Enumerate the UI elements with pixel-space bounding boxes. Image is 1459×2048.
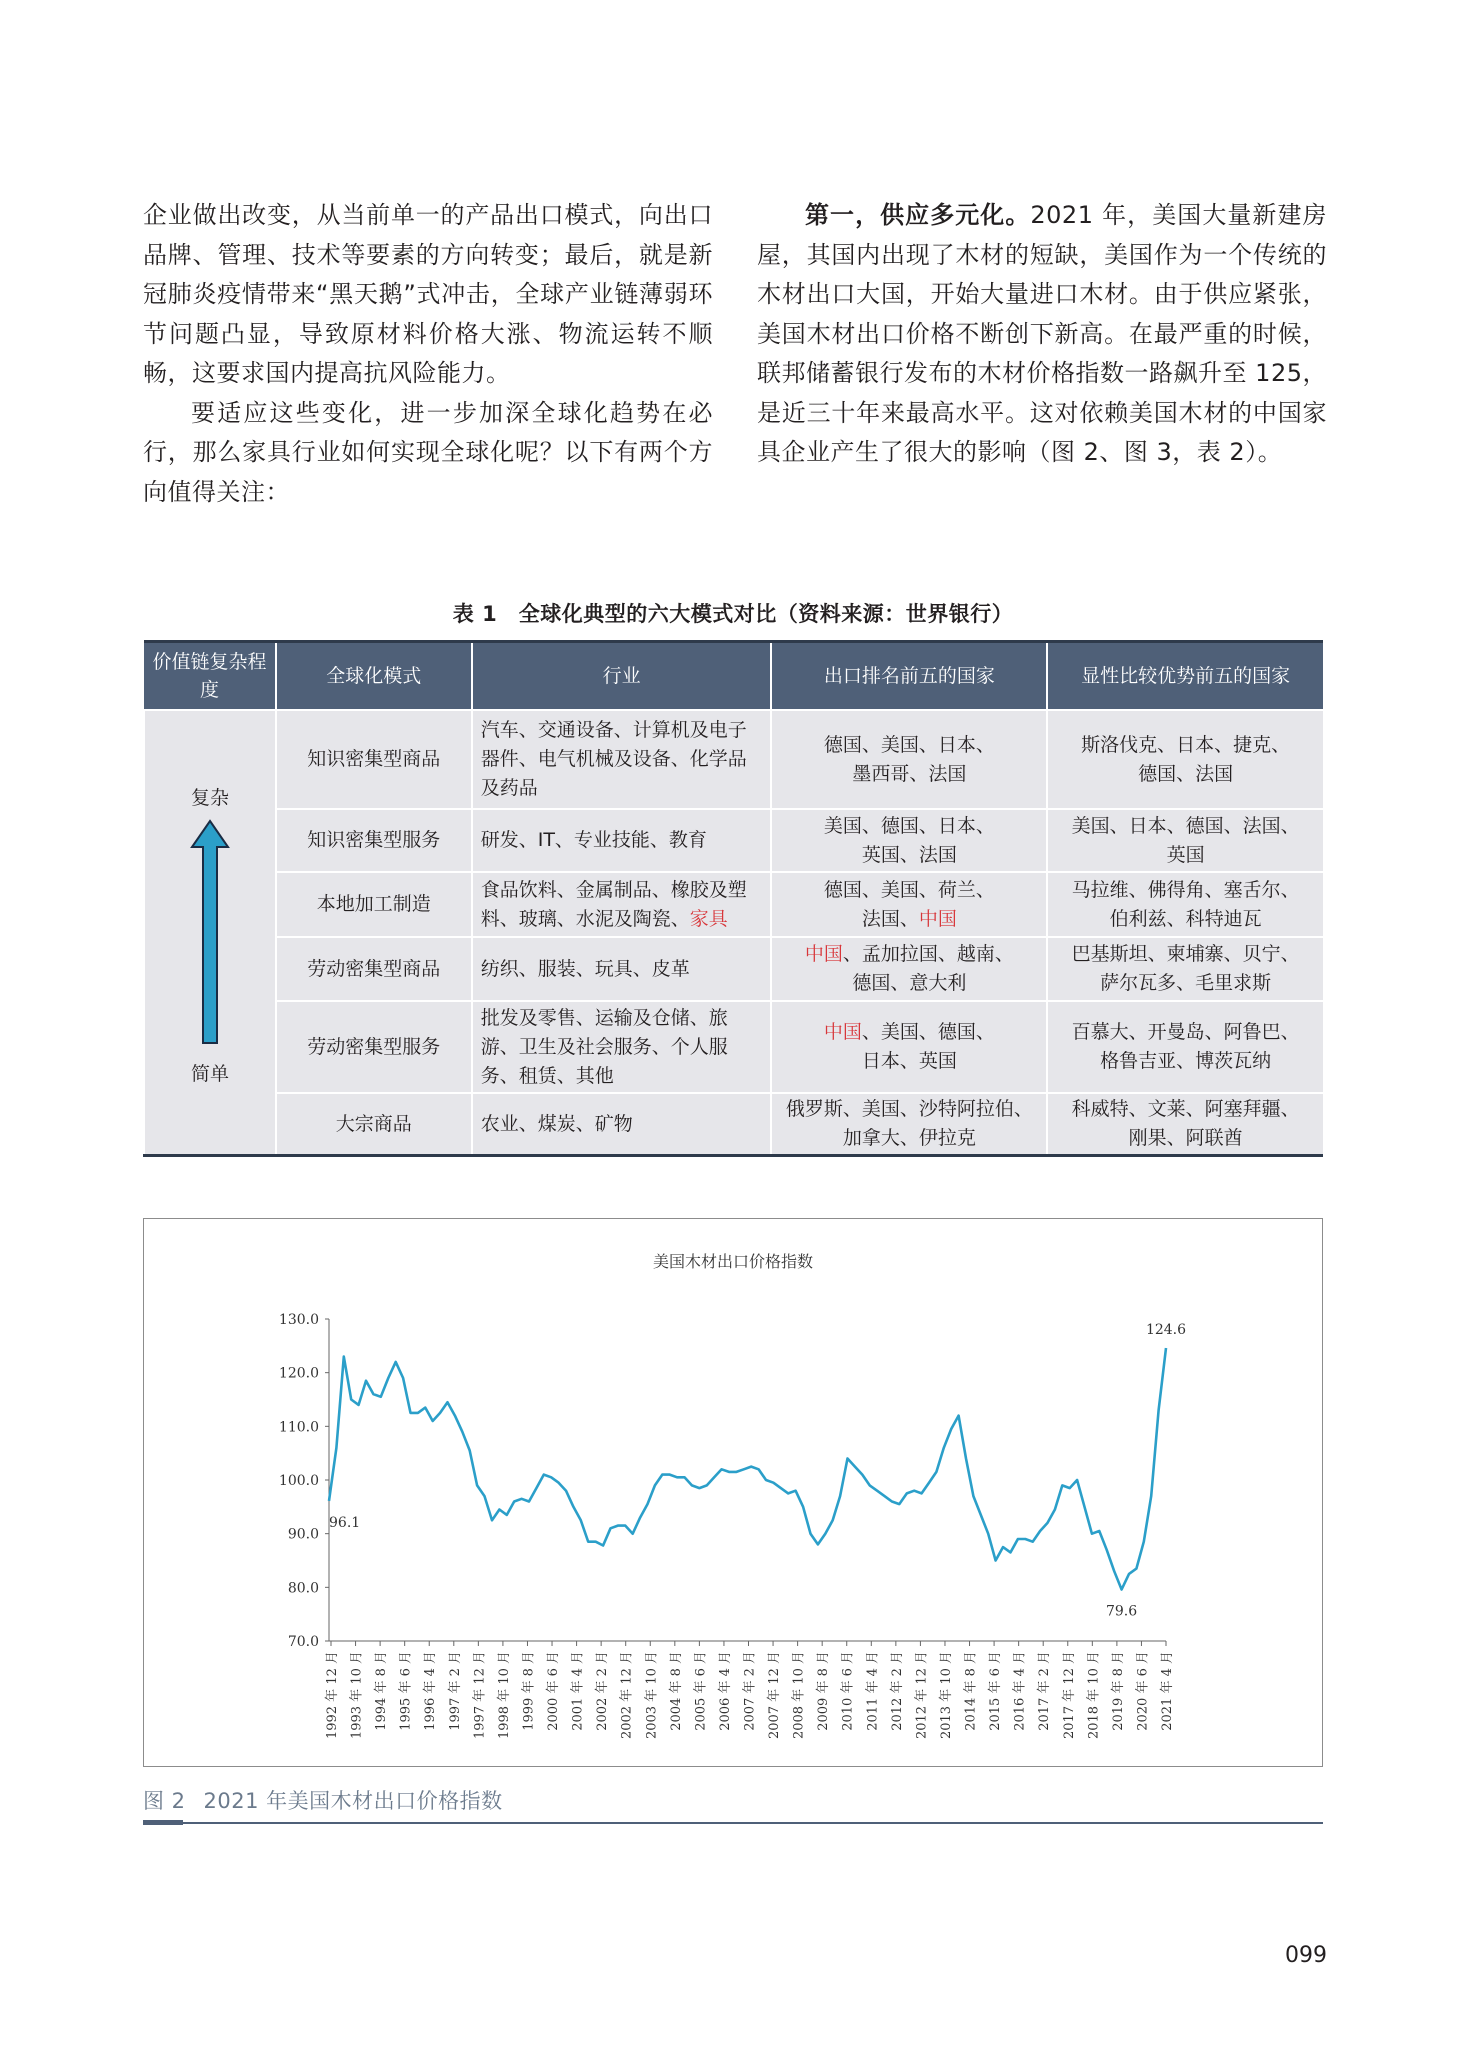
table-header-row	[144, 642, 1323, 711]
export-cell: 德国、美国、荷兰、 法国、中国	[771, 872, 1047, 937]
table-row	[144, 1001, 1323, 1093]
x-tick-label: 2004 年 8 月	[668, 1651, 684, 1731]
x-tick-label: 1998 年 10 月	[496, 1651, 512, 1740]
header-industry: 行业	[472, 642, 772, 711]
figure-number: 图 2	[143, 1789, 186, 1813]
table-row	[144, 1093, 1323, 1156]
y-tick-label: 120.0	[278, 1365, 319, 1382]
y-tick-label: 80.0	[287, 1580, 319, 1597]
x-tick-label: 2018 年 10 月	[1086, 1651, 1102, 1740]
x-tick-label: 2019 年 8 月	[1110, 1651, 1126, 1731]
x-tick-label: 2010 年 6 月	[840, 1651, 856, 1731]
header-export-top5: 出口排名前五的国家	[771, 642, 1047, 711]
x-tick-label: 2003 年 10 月	[644, 1651, 660, 1740]
x-tick-label: 2020 年 6 月	[1135, 1651, 1151, 1731]
x-tick-label: 2001 年 4 月	[570, 1651, 586, 1731]
x-tick-label: 1997 年 12 月	[472, 1651, 488, 1740]
x-tick-label: 1997 年 2 月	[447, 1651, 463, 1731]
y-tick-label: 100.0	[278, 1473, 319, 1489]
table-row	[144, 872, 1323, 937]
highlight-furniture: 家具	[689, 907, 728, 930]
paragraph-body: 2021 年，美国大量新建房屋，其国内出现了木材的短缺，美国作为一个传统的木材出口大国，开始大量进口木材。由于供应紧张，美国木材出口价格不断创下新高。在最严重的时候，联邦储蓄银行发布的木材价格指数一路飙升至 125，是近三十年来最高水平。这对依赖美国木材的中国家具企业产生了很大的影响（图 2、图 3，表 2）。	[757, 201, 1327, 466]
table-row	[144, 937, 1323, 1001]
industry-cell: 农业、煤炭、矿物	[472, 1093, 772, 1156]
export-cell: 俄罗斯、美国、沙特阿拉伯、 加拿大、伊拉克	[771, 1093, 1047, 1156]
header-advantage-top5: 显性比较优势前五的国家	[1047, 642, 1323, 711]
y-tick-label: 90.0	[287, 1526, 319, 1543]
highlight-china: 中国	[823, 1021, 862, 1043]
x-tick-label: 2013 年 10 月	[938, 1651, 954, 1740]
mode-cell: 知识密集型商品	[276, 710, 472, 809]
export-cell: 中国、美国、德国、 日本、英国	[771, 1001, 1047, 1093]
export-cell: 德国、美国、日本、 墨西哥、法国	[771, 710, 1047, 809]
x-tick-label: 2016 年 4 月	[1012, 1651, 1028, 1731]
up-arrow-icon	[190, 819, 230, 1044]
x-tick-label: 1999 年 8 月	[521, 1651, 537, 1731]
advantage-cell: 巴基斯坦、柬埔寨、贝宁、 萨尔瓦多、毛里求斯	[1047, 937, 1323, 1001]
x-tick-label: 2021 年 4 月	[1160, 1651, 1175, 1731]
x-tick-label: 1992 年 12 月	[325, 1651, 340, 1740]
industry-cell: 纺织、服装、玩具、皮革	[472, 937, 772, 1001]
y-tick-label: 130.0	[278, 1312, 319, 1328]
x-tick-label: 2015 年 6 月	[988, 1651, 1004, 1731]
x-tick-label: 2002 年 2 月	[595, 1651, 611, 1731]
x-tick-label: 2000 年 6 月	[546, 1651, 562, 1731]
x-tick-label: 2007 年 2 月	[742, 1651, 758, 1731]
x-tick-label: 2007 年 12 月	[767, 1651, 783, 1740]
complexity-low-label: 简单	[190, 1063, 229, 1085]
mode-cell: 知识密集型服务	[276, 809, 472, 872]
x-tick-label: 2006 年 4 月	[717, 1651, 733, 1731]
left-column	[143, 196, 713, 512]
export-cell: 美国、德国、日本、 英国、法国	[771, 809, 1047, 872]
caption-rule	[143, 1822, 1323, 1824]
industry-cell: 汽车、交通设备、计算机及电子器件、电气机械及设备、化学品及药品	[472, 710, 772, 809]
page-number: 099	[1285, 1943, 1327, 1968]
advantage-cell: 美国、日本、德国、法国、 英国	[1047, 809, 1323, 872]
advantage-cell: 斯洛伐克、日本、捷克、 德国、法国	[1047, 710, 1323, 809]
x-tick-label: 2017 年 12 月	[1061, 1651, 1077, 1740]
mode-cell: 本地加工制造	[276, 872, 472, 937]
right-column	[757, 196, 1327, 473]
x-tick-label: 2009 年 8 月	[816, 1651, 832, 1731]
x-tick-label: 2014 年 8 月	[963, 1651, 979, 1731]
highlight-china: 中国	[804, 943, 843, 965]
mode-cell: 大宗商品	[276, 1093, 472, 1156]
figure-caption	[143, 1785, 503, 1815]
x-tick-label: 2005 年 6 月	[693, 1651, 709, 1731]
data-label: 96.1	[329, 1514, 361, 1531]
mode-cell: 劳动密集型商品	[276, 937, 472, 1001]
x-tick-label: 2012 年 2 月	[889, 1651, 905, 1731]
y-tick-label: 70.0	[287, 1634, 319, 1650]
table-row	[144, 710, 1323, 809]
x-tick-label: 2012 年 12 月	[914, 1651, 930, 1740]
caption-rule-marker	[143, 1820, 183, 1825]
chart-frame	[143, 1218, 1323, 1767]
table-caption: 表 1 全球化典型的六大模式对比（资料来源：世界银行）	[452, 602, 1014, 626]
mode-cell: 劳动密集型服务	[276, 1001, 472, 1093]
highlight-china: 中国	[918, 907, 957, 930]
x-tick-label: 2011 年 4 月	[865, 1651, 881, 1731]
paragraph	[757, 196, 1327, 473]
line-chart	[144, 1219, 1322, 1766]
paragraph: 要适应这些变化，进一步加深全球化趋势在必行，那么家具行业如何实现全球化呢？以下有两个方向值得关注：	[143, 398, 713, 506]
x-tick-label: 2017 年 2 月	[1037, 1651, 1053, 1731]
data-label: 124.6	[1145, 1321, 1187, 1338]
table-row	[144, 809, 1323, 872]
series-line	[329, 1348, 1166, 1590]
chart-title: 美国木材出口价格指数	[652, 1252, 814, 1271]
x-tick-label: 2008 年 10 月	[791, 1651, 807, 1740]
paragraph: 企业做出改变，从当前单一的产品出口模式，向出口品牌、管理、技术等要素的方向转变；最后，就是新冠肺炎疫情带来“黑天鹅”式冲击，全球产业链薄弱环节问题凸显，导致原材料价格大涨、物流运转不顺畅，这要求国内提高抗风险能力。	[143, 201, 713, 387]
x-tick-label: 1996 年 4 月	[423, 1651, 439, 1731]
advantage-cell: 马拉维、佛得角、塞舌尔、 伯利兹、科特迪瓦	[1047, 872, 1323, 937]
industry-cell: 研发、IT、专业技能、教育	[472, 809, 772, 872]
header-complexity: 价值链复杂程度	[144, 642, 276, 711]
header-mode: 全球化模式	[276, 642, 472, 711]
advantage-cell: 科威特、文莱、阿塞拜疆、 刚果、阿联酋	[1047, 1093, 1323, 1156]
export-cell: 中国、孟加拉国、越南、 德国、意大利	[771, 937, 1047, 1001]
lead-heading: 第一，供应多元化。	[805, 201, 1031, 229]
figure-caption-text: 2021 年美国木材出口价格指数	[203, 1789, 503, 1813]
industry-cell: 食品饮料、金属制品、橡胶及塑料、玻璃、水泥及陶瓷、家具	[472, 872, 772, 937]
advantage-cell: 百慕大、开曼岛、阿鲁巴、 格鲁吉亚、博茨瓦纳	[1047, 1001, 1323, 1093]
x-tick-label: 1995 年 6 月	[398, 1651, 414, 1731]
y-tick-label: 110.0	[278, 1419, 319, 1436]
x-tick-label: 1994 年 8 月	[374, 1651, 390, 1731]
industry-cell: 批发及零售、运输及仓储、旅游、卫生及社会服务、个人服务、租赁、其他	[472, 1001, 772, 1093]
complexity-scale	[144, 710, 276, 1156]
x-tick-label: 1993 年 10 月	[349, 1651, 365, 1740]
x-tick-label: 2002 年 12 月	[619, 1651, 635, 1740]
complexity-high-label: 复杂	[190, 787, 229, 809]
data-label: 79.6	[1105, 1603, 1138, 1620]
comparison-table	[143, 640, 1323, 1157]
